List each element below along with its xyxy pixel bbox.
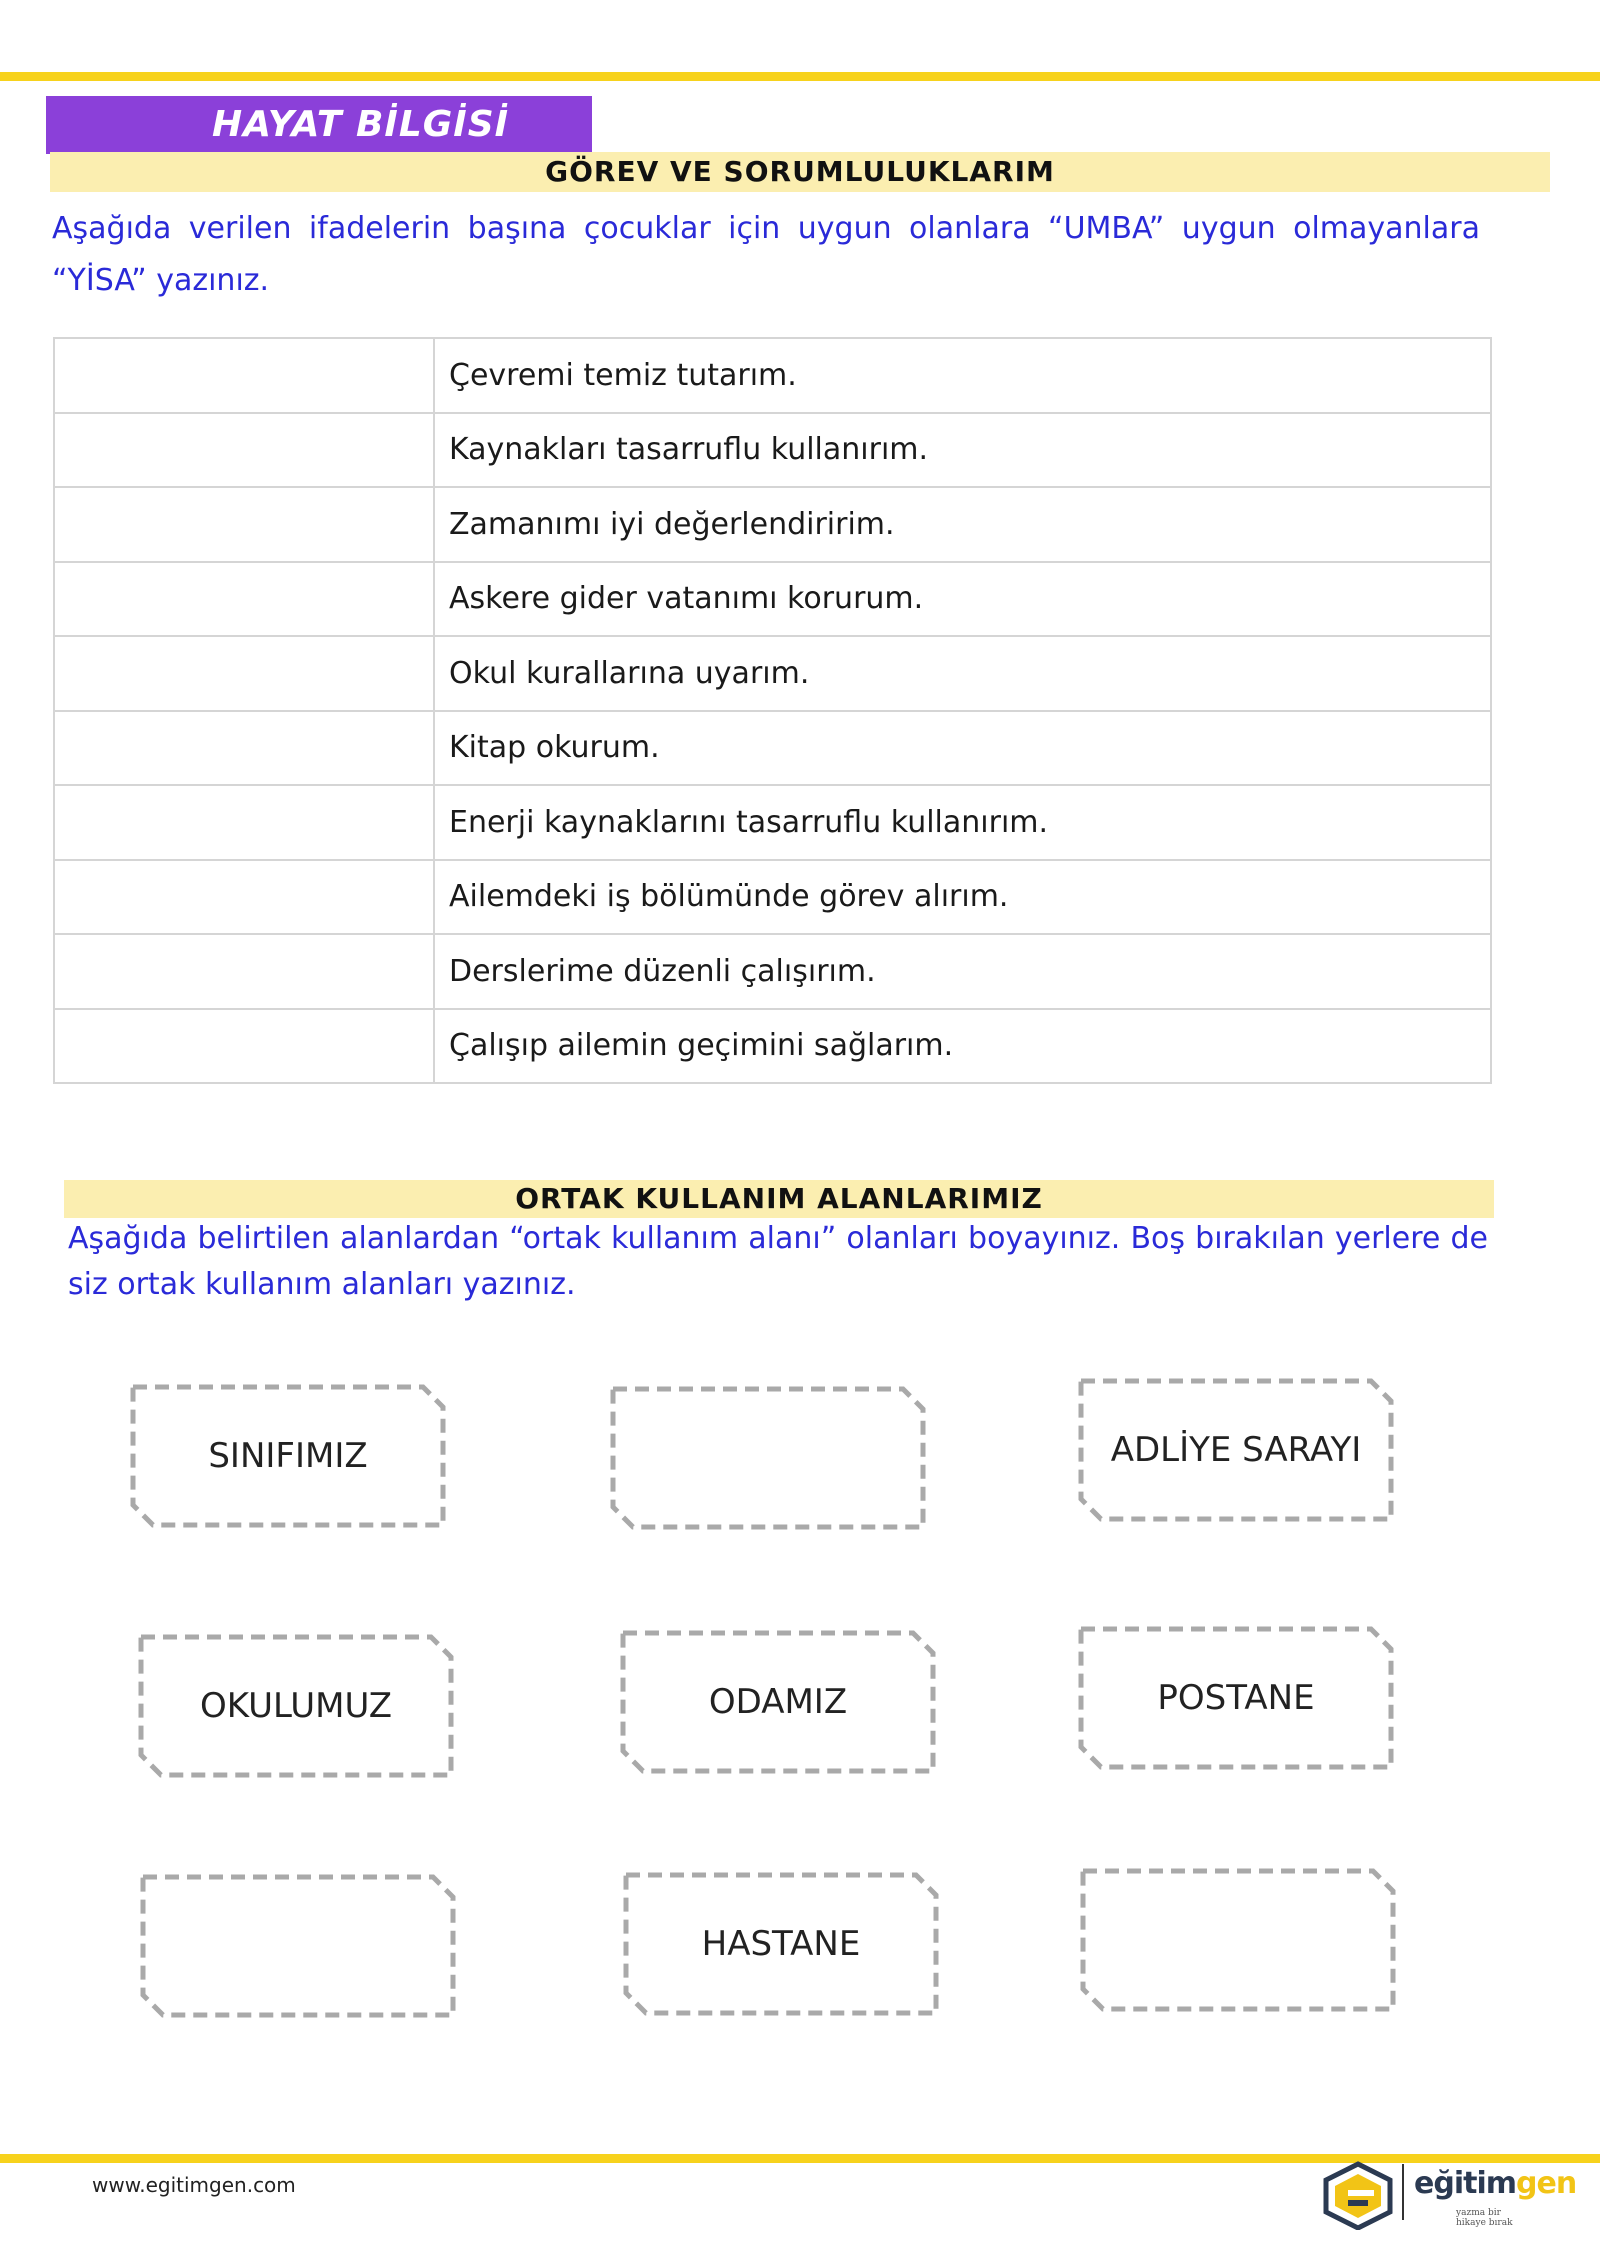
card-outline — [140, 1874, 456, 2018]
logo-word-accent: gen — [1516, 2166, 1577, 2201]
instruction-shared-areas: Aşağıda belirtilen alanlardan “ortak kullanım alanı” olanları boyayınız. Boş bırakılan yerlere de siz ortak kullanım alanları yazınız. — [68, 1221, 1488, 1302]
statement-cell: Enerji kaynaklarını tasarruflu kullanırım. — [434, 785, 1491, 860]
answer-cell[interactable] — [54, 562, 434, 637]
place-card[interactable] — [610, 1386, 926, 1530]
table-row — [54, 860, 1491, 935]
card-label: HASTANE — [701, 1924, 861, 1964]
subject-banner — [46, 96, 592, 154]
statement-cell: Kaynakları tasarruflu kullanırım. — [434, 413, 1491, 488]
brand-logo — [1320, 2160, 1577, 2232]
card-label: SINIFIMIZ — [208, 1436, 368, 1476]
table-row — [54, 785, 1491, 860]
answer-cell[interactable] — [54, 785, 434, 860]
table-row — [54, 934, 1491, 1009]
answer-cell[interactable] — [54, 934, 434, 1009]
statement-cell: Askere gider vatanımı korurum. — [434, 562, 1491, 637]
card-label: ADLİYE SARAYI — [1110, 1430, 1362, 1470]
statement-cell: Çevremi temiz tutarım. — [434, 338, 1491, 413]
instruction-duties: Aşağıda verilen ifadelerin başına çocuklar için uygun olanlara “UMBA” uygun olmayanlara “YİSA” yazınız. — [52, 211, 1480, 298]
logo-tagline: yazma bir hikaye bırak — [1456, 2208, 1513, 2228]
answer-cell[interactable] — [54, 1009, 434, 1084]
statement-cell: Ailemdeki iş bölümünde görev alırım. — [434, 860, 1491, 935]
place-card[interactable] — [623, 1872, 939, 2016]
answer-cell[interactable] — [54, 636, 434, 711]
place-card[interactable] — [1078, 1378, 1394, 1522]
card-label: ODAMIZ — [708, 1682, 848, 1722]
statement-cell: Çalışıp ailemin geçimini sağlarım. — [434, 1009, 1491, 1084]
statement-cell: Kitap okurum. — [434, 711, 1491, 786]
answer-cell[interactable] — [54, 413, 434, 488]
card-outline — [610, 1386, 926, 1530]
hexagon-logo-icon — [1320, 2160, 1396, 2230]
place-card[interactable] — [620, 1630, 936, 1774]
table-row — [54, 711, 1491, 786]
answer-cell[interactable] — [54, 711, 434, 786]
place-card[interactable] — [1078, 1626, 1394, 1770]
statement-cell: Zamanımı iyi değerlendiririm. — [434, 487, 1491, 562]
card-label: POSTANE — [1157, 1678, 1315, 1718]
section-heading-shared-areas: ORTAK KULLANIM ALANLARIMIZ — [64, 1180, 1494, 1218]
place-card[interactable] — [138, 1634, 454, 1778]
table-row — [54, 487, 1491, 562]
table-row — [54, 562, 1491, 637]
card-outline — [1080, 1868, 1396, 2012]
table-row — [54, 413, 1491, 488]
answer-cell[interactable] — [54, 860, 434, 935]
subject-title: HAYAT BİLGİSİ — [212, 104, 510, 145]
place-card[interactable] — [140, 1874, 456, 2018]
table-row — [54, 1009, 1491, 1084]
card-label: OKULUMUZ — [199, 1686, 393, 1726]
answer-cell[interactable] — [54, 338, 434, 413]
answer-cell[interactable] — [54, 487, 434, 562]
section-heading-duties: GÖREV VE SORUMLULUKLARIM — [50, 152, 1550, 192]
table-row — [54, 636, 1491, 711]
top-rule — [0, 72, 1600, 81]
logo-wordmark — [1414, 2166, 1576, 2201]
statement-cell: Okul kurallarına uyarım. — [434, 636, 1491, 711]
logo-word-dark: eğitim — [1414, 2166, 1516, 2201]
footer-url[interactable]: www.egitimgen.com — [92, 2173, 296, 2197]
duties-table — [53, 337, 1492, 1084]
table-row — [54, 338, 1491, 413]
logo-separator — [1402, 2164, 1404, 2220]
statement-cell: Derslerime düzenli çalışırım. — [434, 934, 1491, 1009]
place-card[interactable] — [130, 1384, 446, 1528]
place-card[interactable] — [1080, 1868, 1396, 2012]
